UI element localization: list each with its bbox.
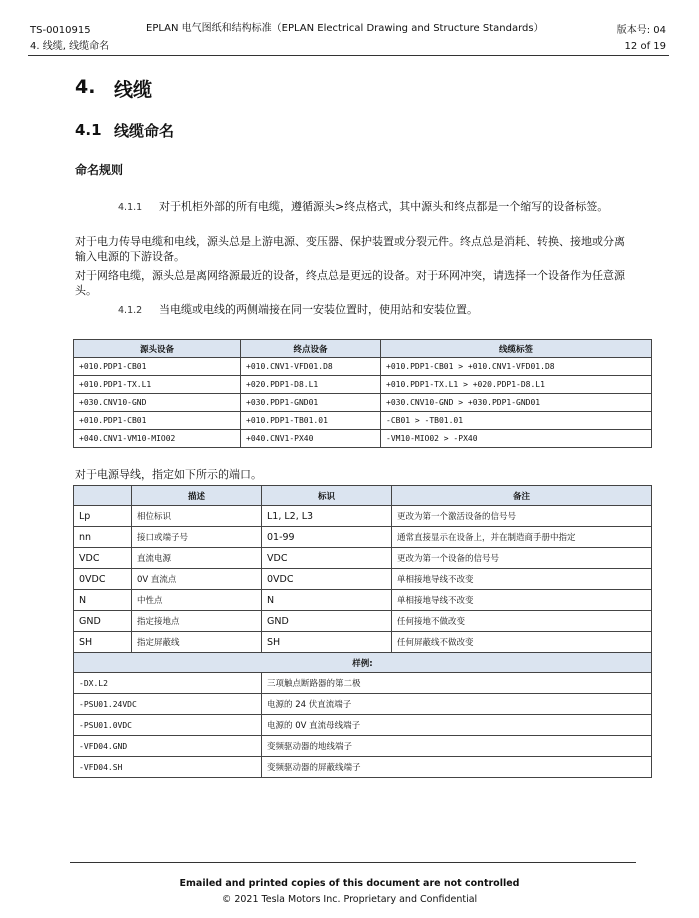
table-cell: 中性点: [132, 590, 262, 611]
table-cell: 相位标识: [132, 506, 262, 527]
table-row: [74, 569, 652, 590]
table-cell: VDC: [74, 548, 132, 569]
example-code: -DX.L2: [74, 673, 262, 694]
table-row: [74, 632, 652, 653]
table-cell: -CB01 > -TB01.01: [381, 412, 652, 430]
table-row: [74, 430, 652, 448]
column-header: [74, 486, 132, 506]
table-row: [74, 412, 652, 430]
examples-header-row: [74, 653, 652, 673]
table-cell: 任何屏蔽线不做改变: [392, 632, 652, 653]
column-header: 备注: [392, 486, 652, 506]
table-header-row: [74, 486, 652, 506]
table-cell: 更改为第一个激活设备的信号号: [392, 506, 652, 527]
table-row: [74, 590, 652, 611]
table-cell: 0VDC: [262, 569, 392, 590]
h2-number: 4.1: [75, 121, 102, 139]
table-cell: +030.CNV10-GND > +030.PDP1-GND01: [381, 394, 652, 412]
table-cell: SH: [262, 632, 392, 653]
doc-title: EPLAN 电气图纸和结构标准（EPLAN Electrical Drawing and Structure Standards）: [146, 23, 544, 34]
item-number: 4.1.2: [118, 305, 143, 316]
table-cell: VDC: [262, 548, 392, 569]
table-cell: +020.PDP1-D8.L1: [241, 376, 381, 394]
version-label: 版本号: 04: [616, 25, 666, 36]
item-text: 当电缆或电线的两侧端接在同一安装位置时，使用站和安装位置。: [159, 303, 478, 316]
example-row: [74, 757, 652, 778]
example-code: -VFD04.GND: [74, 736, 262, 757]
table-cell: 0VDC: [74, 569, 132, 590]
port-designation-table: [73, 485, 652, 778]
table-row: [74, 394, 652, 412]
example-description: 电源的 0V 直流母线端子: [262, 715, 652, 736]
doc-id: TS-0010915: [30, 25, 91, 36]
table-row: [74, 527, 652, 548]
table-cell: 更改为第一个设备的信号号: [392, 548, 652, 569]
table-cell: L1, L2, L3: [262, 506, 392, 527]
example-description: 电源的 24 伏直流端子: [262, 694, 652, 715]
table-cell: +010.CNV1-VFD01.D8: [241, 358, 381, 376]
table-row: [74, 506, 652, 527]
table-cell: +010.PDP1-CB01: [74, 412, 241, 430]
table-cell: 单相接地导线不改变: [392, 590, 652, 611]
example-description: 变频驱动器的地线端子: [262, 736, 652, 757]
column-header: 线缆标签: [381, 340, 652, 358]
footer-notice: Emailed and printed copies of this document are not controlled: [179, 878, 520, 889]
table-cell: +010.PDP1-CB01: [74, 358, 241, 376]
table-cell: 直流电源: [132, 548, 262, 569]
example-description: 变频驱动器的屏蔽线端子: [262, 757, 652, 778]
example-row: [74, 673, 652, 694]
table-cell: 接口或端子号: [132, 527, 262, 548]
table-cell: +010.PDP1-TX.L1 > +020.PDP1-D8.L1: [381, 376, 652, 394]
example-description: 三项触点断路器的第二极: [262, 673, 652, 694]
h2-title: 线缆命名: [114, 122, 175, 140]
table-cell: +030.PDP1-GND01: [241, 394, 381, 412]
table-cell: 01-99: [262, 527, 392, 548]
header-divider: [28, 55, 669, 56]
table-row: [74, 548, 652, 569]
table-cell: N: [262, 590, 392, 611]
table-cell: +010.PDP1-CB01 > +010.CNV1-VFD01.D8: [381, 358, 652, 376]
page-number: 12 of 19: [624, 41, 666, 52]
table-cell: 0V 直流点: [132, 569, 262, 590]
table-cell: 指定屏蔽线: [132, 632, 262, 653]
column-header: 终点设备: [241, 340, 381, 358]
table-cell: 通常直接显示在设备上，并在制造商手册中指定: [392, 527, 652, 548]
table-cell: SH: [74, 632, 132, 653]
table-row: [74, 376, 652, 394]
item-text: 对于机柜外部的所有电缆，遵循源头>终点格式，其中源头和终点都是一个缩写的设备标签。: [159, 200, 609, 213]
table-cell: -VM10-MIO02 > -PX40: [381, 430, 652, 448]
example-row: [74, 694, 652, 715]
cable-naming-table: [73, 339, 652, 448]
table-cell: GND: [74, 611, 132, 632]
item-number: 4.1.1: [118, 202, 143, 213]
footer-divider: [70, 862, 636, 863]
paragraph: 对于网络电缆，源头总是离网络源最近的设备，终点总是更远的设备。对于环网冲突，请选择一个设备作为任意源头。: [75, 269, 625, 297]
table-cell: 指定接地点: [132, 611, 262, 632]
table-cell: +010.PDP1-TX.L1: [74, 376, 241, 394]
power-intro-text: 对于电源导线，指定如下所示的端口。: [75, 468, 262, 481]
section-label: 4. 线缆, 线缆命名: [30, 41, 110, 52]
table-header-row: [74, 340, 652, 358]
table-cell: +030.CNV10-GND: [74, 394, 241, 412]
column-header: 标识: [262, 486, 392, 506]
table-row: [74, 358, 652, 376]
table-cell: nn: [74, 527, 132, 548]
examples-header: 样例:: [74, 653, 652, 673]
example-code: -VFD04.SH: [74, 757, 262, 778]
column-header: 描述: [132, 486, 262, 506]
example-code: -PSU01.0VDC: [74, 715, 262, 736]
table-cell: Lp: [74, 506, 132, 527]
h1-number: 4.: [75, 76, 96, 98]
table-cell: +010.PDP1-TB01.01: [241, 412, 381, 430]
column-header: 源头设备: [74, 340, 241, 358]
example-row: [74, 736, 652, 757]
h3-title: 命名规则: [75, 163, 124, 177]
table-cell: +040.CNV1-VM10-MIO02: [74, 430, 241, 448]
table-cell: GND: [262, 611, 392, 632]
example-row: [74, 715, 652, 736]
h1-title: 线缆: [114, 79, 153, 101]
paragraph: 对于电力传导电缆和电线，源头总是上游电源、变压器、保护装置或分裂元件。终点总是消耗、转换、接地或分离输入电源的下游设备。: [75, 235, 625, 263]
footer-copyright: © 2021 Tesla Motors Inc. Proprietary and Confidential: [221, 894, 478, 905]
table-cell: 单相接地导线不改变: [392, 569, 652, 590]
table-cell: 任何接地不做改变: [392, 611, 652, 632]
table-row: [74, 611, 652, 632]
table-cell: N: [74, 590, 132, 611]
example-code: -PSU01.24VDC: [74, 694, 262, 715]
table-cell: +040.CNV1-PX40: [241, 430, 381, 448]
